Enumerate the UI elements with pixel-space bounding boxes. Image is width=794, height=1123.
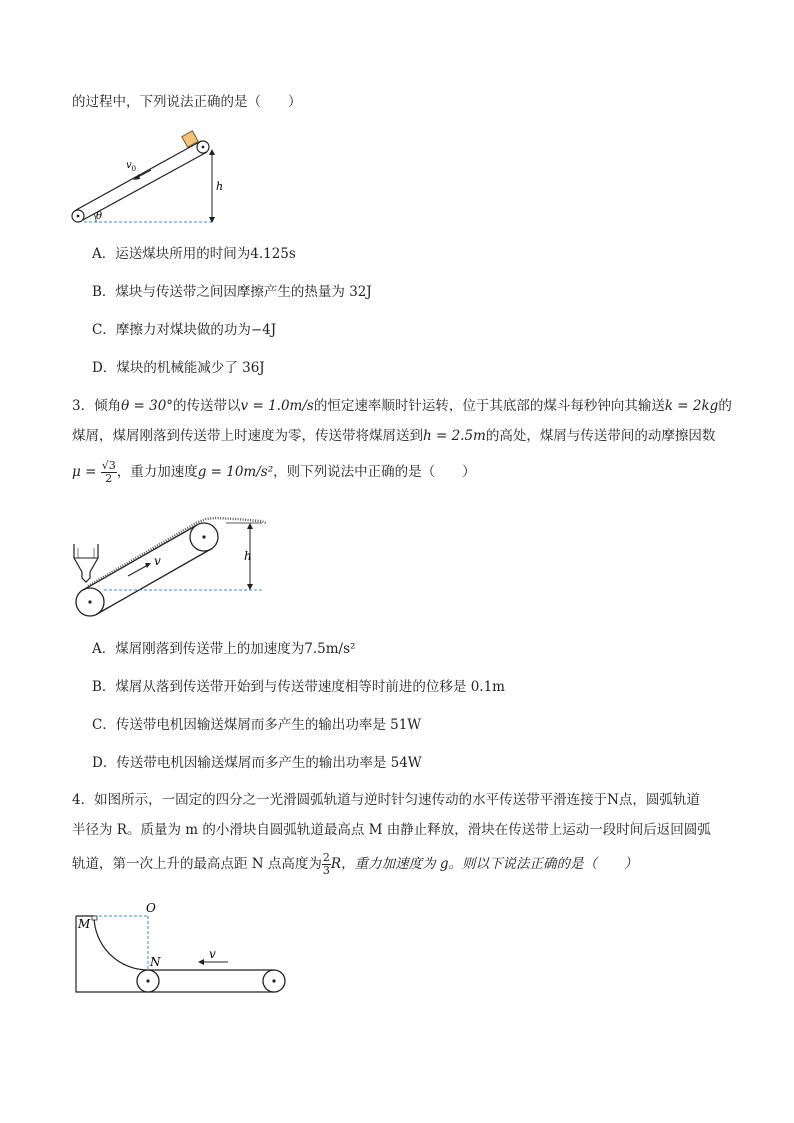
two-thirds-fraction: $\frac{2}{3}$: [322, 851, 330, 877]
q3-line-2: 煤屑，煤屑刚落到传送带上时速度为零，传送带将煤屑送到h = 2.5m的高处，煤屑与传送带间的动摩擦因数: [72, 428, 716, 444]
q4-line-3: 轨道，第一次上升的最高点距 N 点高度为 $\frac{2}{3}$ R，重力加速度为 g。则以下说法正确的是（ ）: [72, 851, 638, 877]
svg-text:v0: $v_0$: [126, 160, 137, 173]
q3-line-3: μ = $\frac{√3}{2}$ ，重力加速度g = 10m/s²，则下列说法中正确的是（ ）: [72, 459, 476, 485]
q4-line-2: 半径为 R。质量为 m 的小滑块自圆弧轨道最高点 M 由静止释放，滑块在传送带上运动一段时间后返回圆弧: [72, 822, 711, 838]
q4-N-label: N: [150, 955, 161, 969]
q2-h-label: h: [216, 180, 224, 193]
q2-incline-belt-figure: [66, 128, 236, 228]
q4-v-label: v: [209, 947, 216, 961]
q4-line-1: 4．如图所示，一固定的四分之一光滑圆弧轨道与逆时针匀速传动的水平传送带平滑连接于N点，圆弧轨道: [72, 792, 700, 808]
q2-option-b: B．煤块与传送带之间因摩擦产生的热量为 32J: [92, 284, 372, 300]
q2-option-d: D．煤块的机械能减少了 36J: [92, 360, 265, 376]
q3-option-c: C．传送带电机因输送煤屑而多产生的输出功率是 51W: [92, 717, 422, 733]
q4-quarter-arc: [94, 916, 148, 970]
q2-option-c: C．摩擦力对煤块做的功为−4J: [92, 322, 277, 338]
q3-v-label: v: [154, 554, 161, 568]
q4-O-label: O: [146, 901, 156, 915]
q3-h-label: h: [244, 549, 252, 563]
q3-option-d: D．传送带电机因输送煤屑而多产生的输出功率是 54W: [92, 755, 422, 771]
q2-option-a: A．运送煤块所用的时间为4.125s: [92, 246, 296, 262]
q2-theta-label: θ: [96, 211, 103, 222]
q3-line-1: 3．倾角θ = 30°的传送带以v = 1.0m/s的恒定速率顺时针运转，位于其底部的煤斗每秒钟向其输送k = 2kg的: [72, 398, 732, 414]
q4-arc-belt-figure: [66, 898, 296, 998]
sqrt3-over-2-fraction: $\frac{√3}{2}$: [101, 459, 116, 485]
q4-M-label: M: [78, 917, 91, 931]
q3-option-b: B．煤屑从落到传送带开始到与传送带速度相等时前进的位移是 0.1m: [92, 679, 505, 695]
q2-coal-block: [182, 131, 198, 147]
q2-stem-tail: 的过程中，下列说法正确的是（ ）: [72, 94, 302, 110]
q3-option-a: A．煤屑刚落到传送带上的加速度为7.5m/s²: [92, 641, 356, 657]
q3-coal-belt-figure: [66, 510, 276, 620]
